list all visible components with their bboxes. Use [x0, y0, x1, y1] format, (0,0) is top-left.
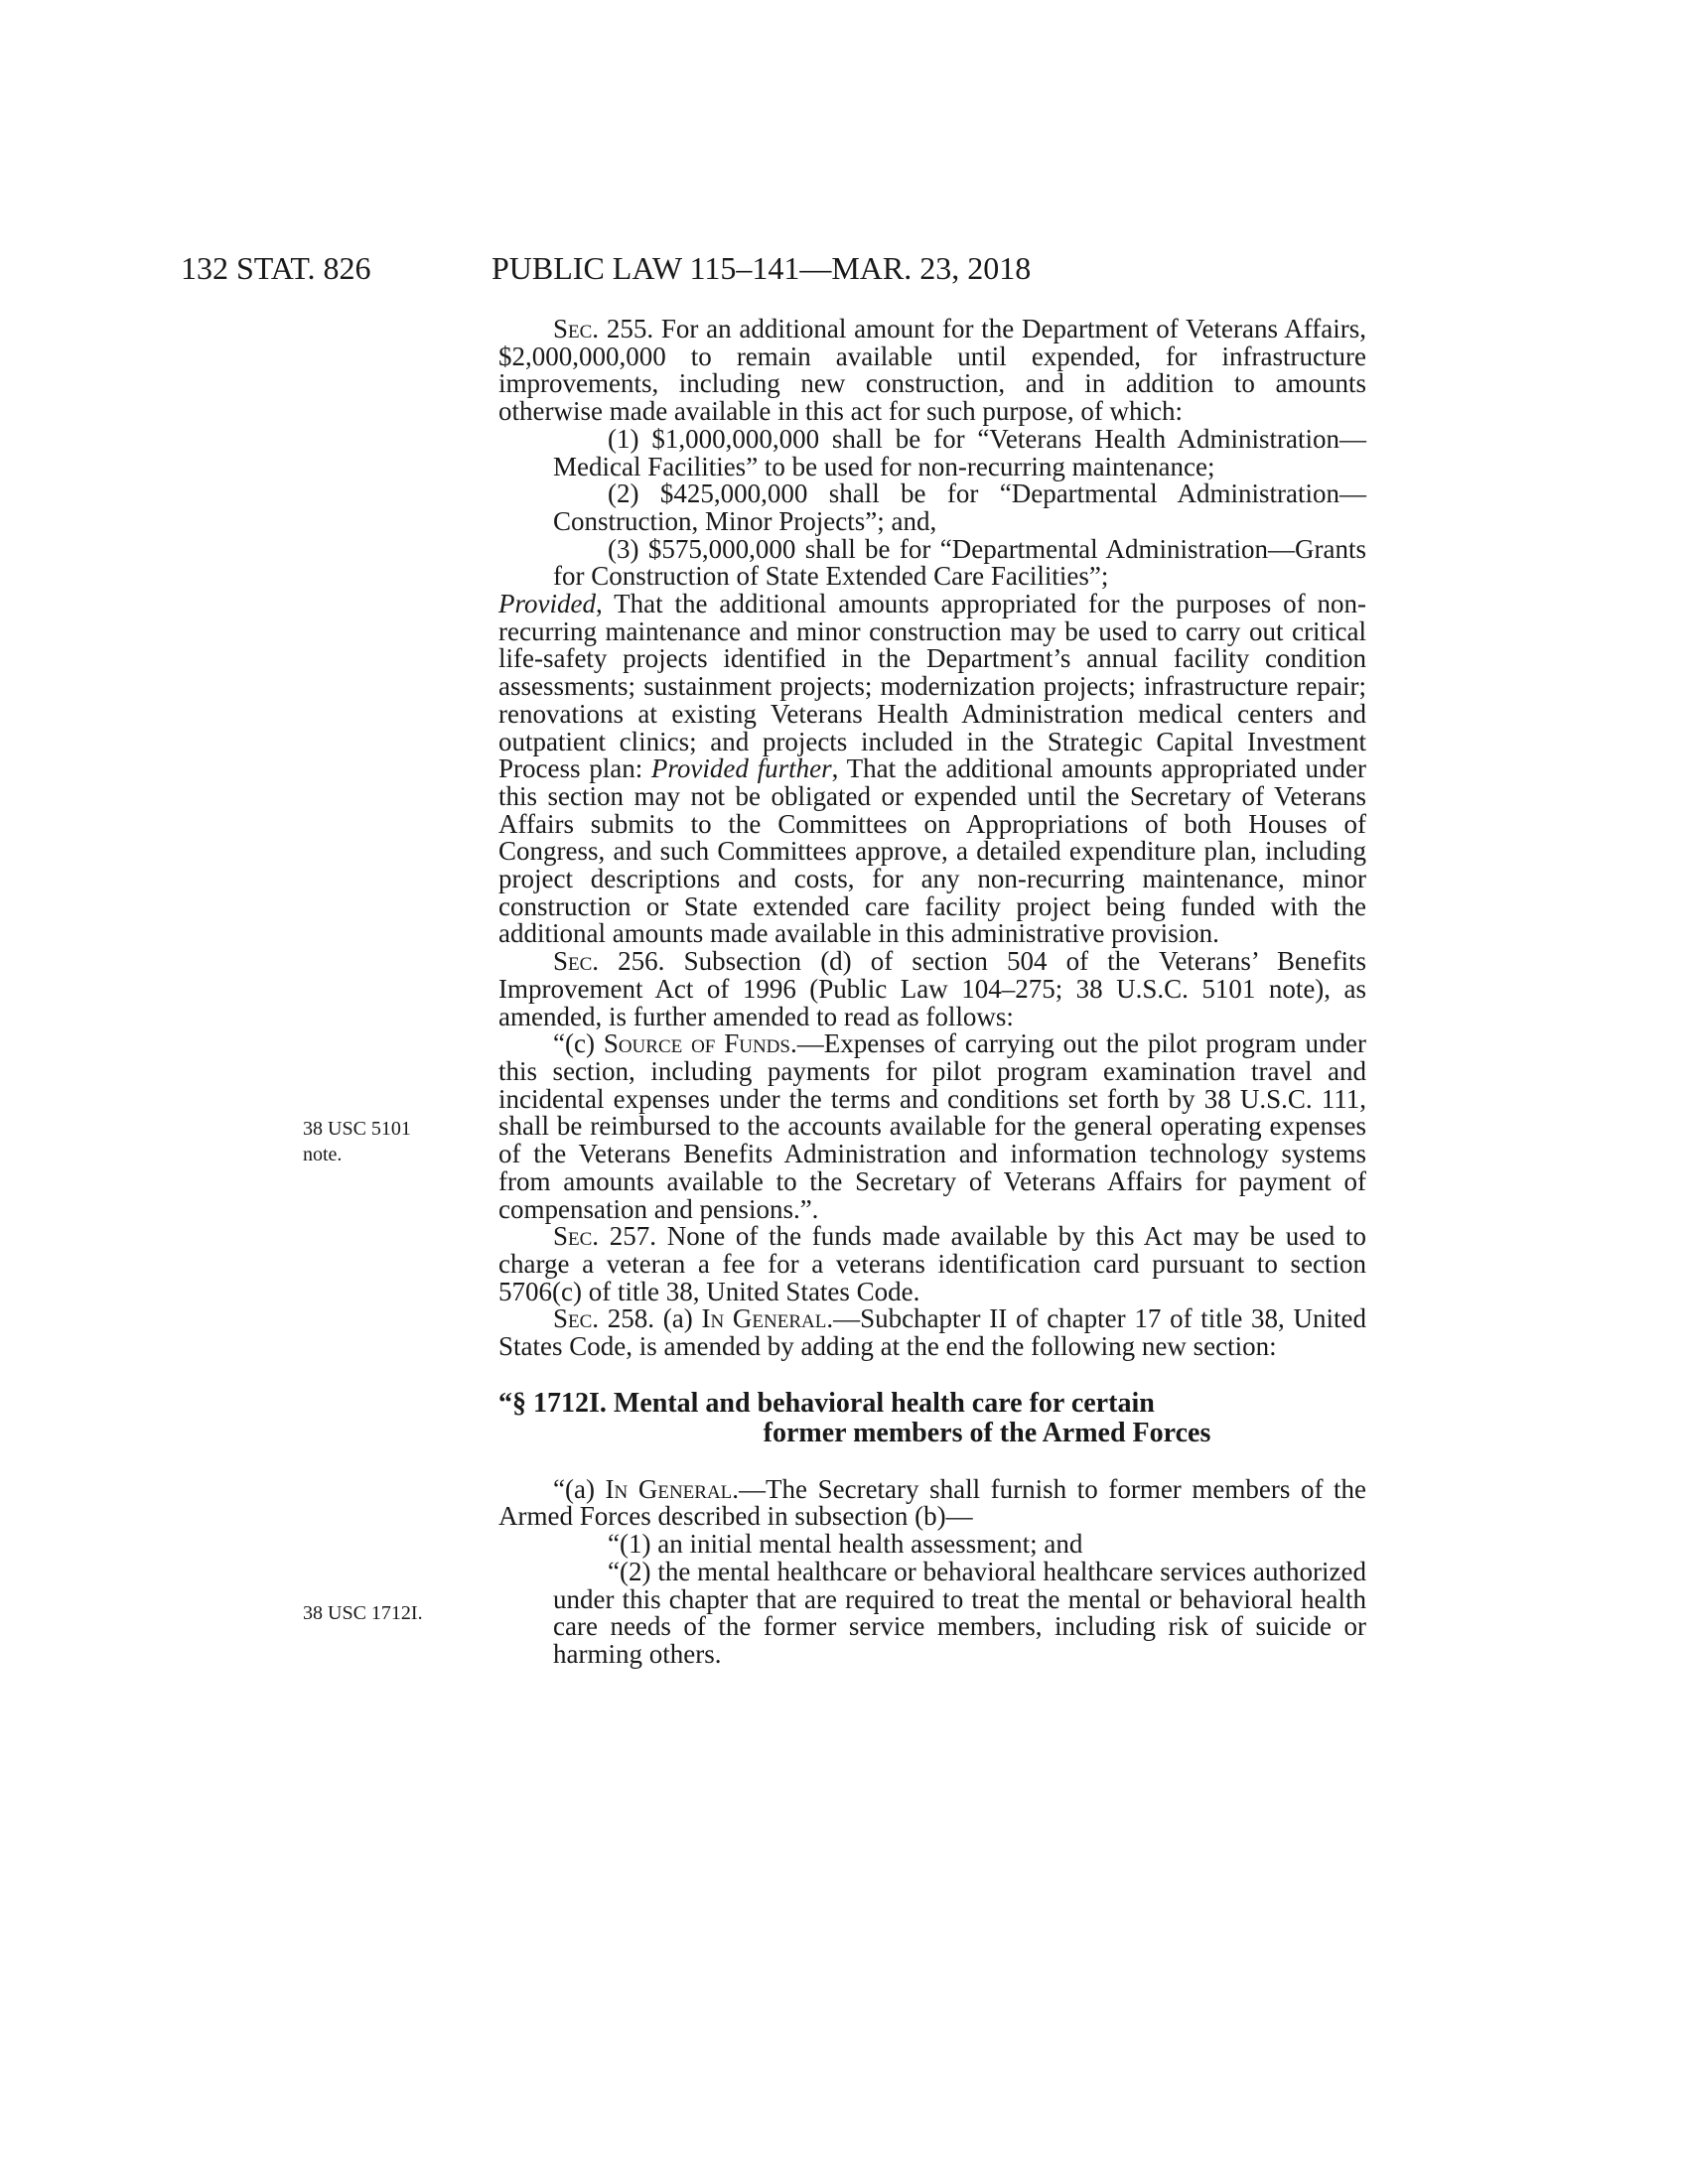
- list-item: (3) $575,000,000 shall be for “Departmental Administration—Grants for Construction of State Extended Care Facilities”;: [553, 533, 1366, 592]
- list-item: (1) $1,000,000,000 shall be for “Veterans Health Administration—Medical Facilities” to be used for non-recurring maintenance;: [553, 423, 1366, 481]
- proviso-paragraph: Provided, That the additional amounts appropriated for the purposes of non-recurring maintenance and minor construction may be used to carry out critical life-safety projects identified in the Department’s annual facility condition assessments; sustainment projects; modernization projects; infrastructure repair; renovations at existing Veterans Health Administration medical centers and outpatient clinics; and projects included in the Strategic Capital Investment Process plan: Provided further, That the additional amounts appropriated under this section may not be obligated or expended until the Secretary of Veterans Affairs submits to the Committees on Appropriations of both Houses of Congress, and such Committees approve, a detailed expenditure plan, including project descriptions and costs, for any non-recurring maintenance, minor construction or State extended care facility project being funded with the additional amounts made available in this administrative provision.: [498, 589, 1367, 949]
- section-heading-1712i: [498, 1389, 1366, 1448]
- subsection-source-of-funds: “(c) Source of Funds.—Expenses of carrying out the pilot program under this section, including payments for pilot program examination travel and incidental expenses under the terms and conditions set forth by 38 U.S.C. 111, shall be reimbursed to the accounts available for the general operating expenses of the Veterans Benefits Administration and information technology systems from amounts available to the Secretary of Veterans Affairs for payment of compensation and pensions.”.: [498, 1028, 1367, 1224]
- list-item: “(1) an initial mental health assessment; and: [608, 1529, 1083, 1560]
- section-label: Sec: [553, 314, 593, 343]
- document-body: [498, 316, 1366, 1669]
- page-identifier: 132 STAT. 826: [181, 250, 371, 286]
- heading-line: former members of the Armed Forces: [763, 1417, 1211, 1448]
- margin-note-line: note.: [303, 1144, 343, 1165]
- heading-line: “§ 1712I. Mental and behavioral health care for certain: [498, 1387, 1155, 1419]
- section-257: Sec. 257. None of the funds made available by this Act may be used to charge a veteran a fee for a veterans identification card pursuant to section 5706(c) of title 38, United States Code.: [498, 1221, 1366, 1306]
- margin-note-line: 38 USC 5101: [303, 1118, 411, 1140]
- section-256: Sec. 256. Subsection (d) of section 504 of the Veterans’ Benefits Improvement Act of 1996 (Public Law 104–275; 38 U.S.C. 5101 note), as amended, is further amended to read as follows:: [498, 946, 1366, 1031]
- list-item: “(2) the mental healthcare or behavioral healthcare services authorized under this chapter that are required to treat the mental or behavioral health care needs of the former service members, including risk of suicide or harming others.: [553, 1556, 1366, 1669]
- section-255: Sec. 255. For an additional amount for the Department of Veterans Affairs, $2,000,000,000 to remain available until expended, for infrastructure improvements, including new construction, and in addition to amounts otherwise made available in this act for such purpose, of which:: [498, 314, 1366, 427]
- margin-note-5101: [303, 1116, 411, 1167]
- section-label: Sec: [553, 946, 593, 977]
- section-258: Sec. 258. (a) In General.—Subchapter II of chapter 17 of title 38, United States Code, is amended by adding at the end the following new section:: [498, 1303, 1366, 1362]
- section-label: Sec: [553, 1221, 593, 1252]
- margin-note-1712i: 38 USC 1712I.: [303, 1602, 423, 1624]
- section-label: Sec: [553, 1303, 593, 1334]
- list-item: (2) $425,000,000 shall be for “Departmental Administration—Construction, Minor Projects”; and,: [553, 478, 1366, 536]
- running-head: PUBLIC LAW 115–141—MAR. 23, 2018: [492, 250, 1032, 286]
- subsection-a: “(a) In General.—The Secretary shall furnish to former members of the Armed Forces described in subsection (b)—: [498, 1473, 1366, 1532]
